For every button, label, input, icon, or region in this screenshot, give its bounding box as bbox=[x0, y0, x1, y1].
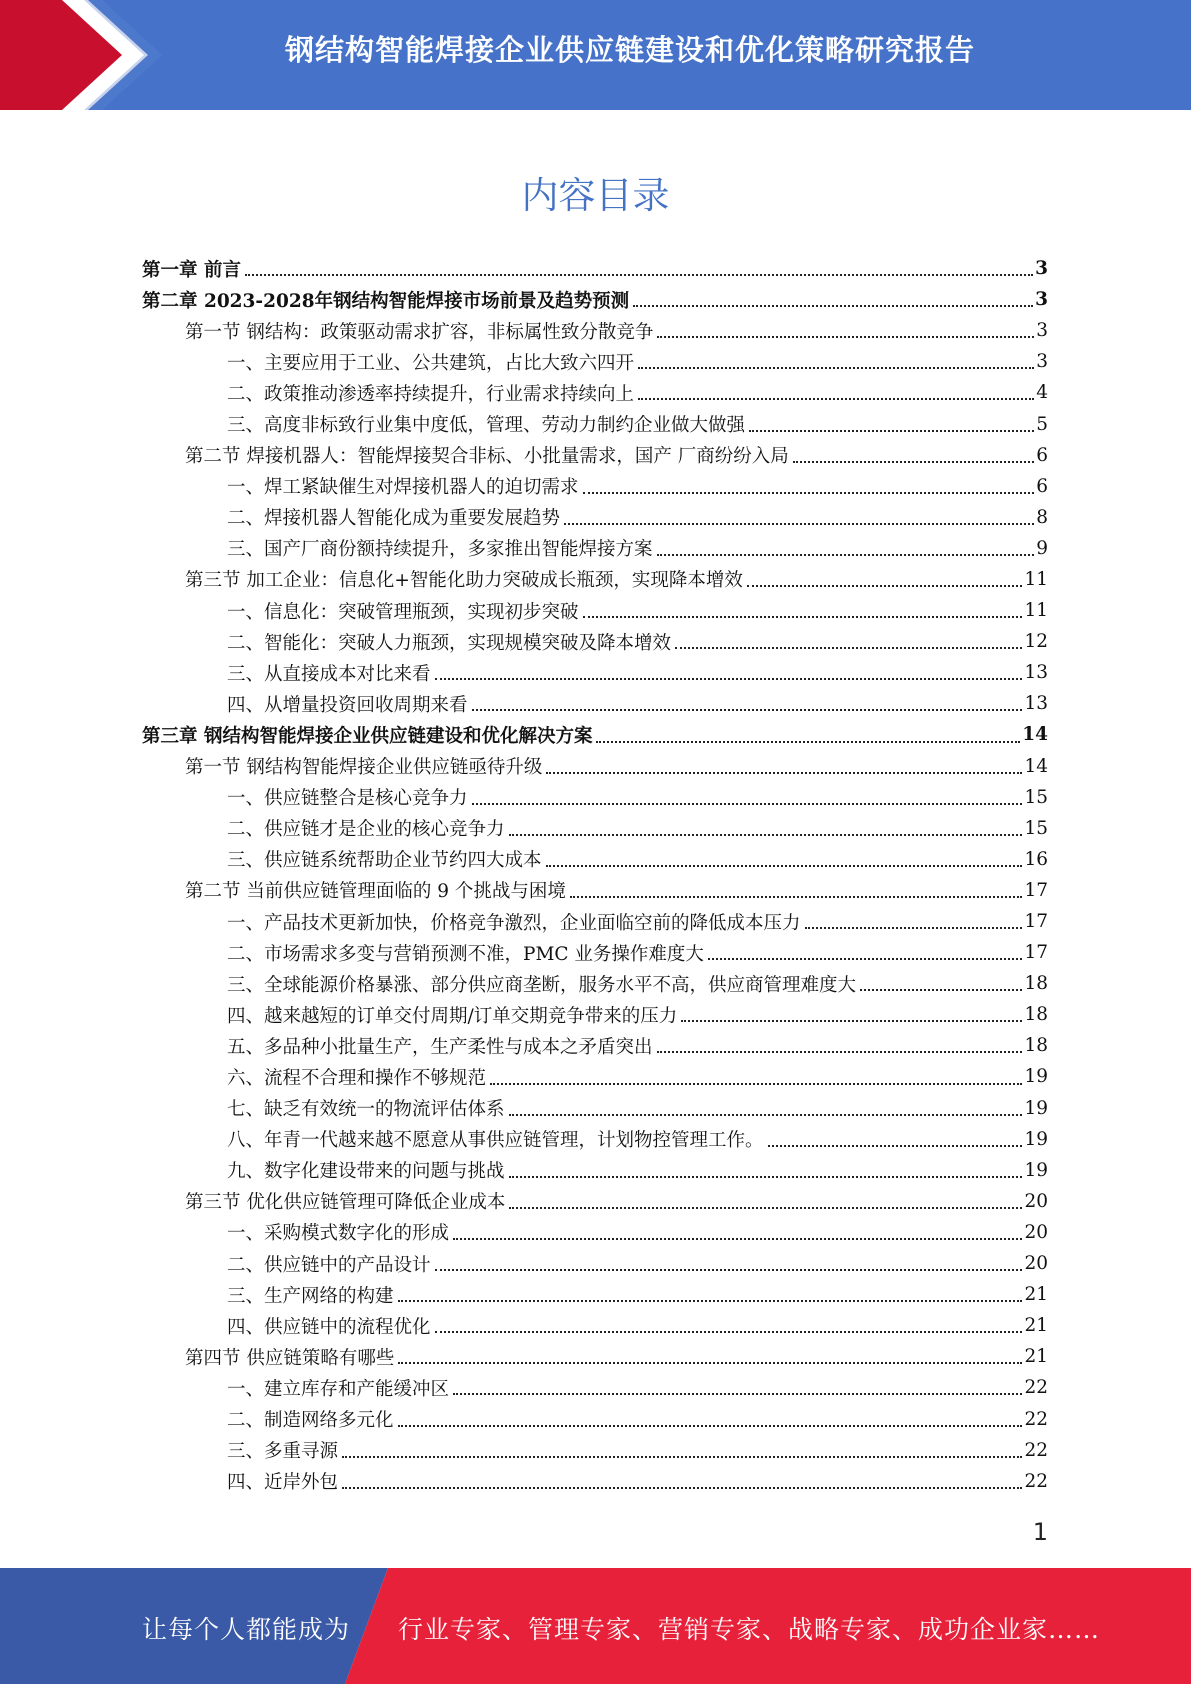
toc-entry-page: 15 bbox=[1024, 817, 1048, 839]
toc-entry[interactable] bbox=[142, 906, 1048, 937]
toc-dot-leader bbox=[657, 532, 1035, 556]
toc-entry-page: 11 bbox=[1024, 568, 1048, 590]
toc-entry-label: 二、供应链才是企业的核心竞争力 bbox=[227, 819, 505, 841]
toc-entry[interactable] bbox=[142, 875, 1048, 906]
toc-entry-label: 第一节 钢结构：政策驱动需求扩容，非标属性致分散竞争 bbox=[185, 321, 654, 343]
toc-entry[interactable] bbox=[142, 408, 1048, 439]
toc-entry[interactable] bbox=[142, 1310, 1048, 1341]
toc-dot-leader bbox=[453, 1216, 1022, 1240]
toc-entry[interactable] bbox=[142, 471, 1048, 502]
toc-entry[interactable] bbox=[142, 440, 1048, 471]
toc-entry[interactable] bbox=[142, 564, 1048, 595]
report-title: 钢结构智能焊接企业供应链建设和优化策略研究报告 bbox=[284, 33, 975, 67]
toc-entry-page: 22 bbox=[1024, 1439, 1048, 1461]
toc-entry-label: 四、从增量投资回收周期来看 bbox=[227, 694, 468, 716]
toc-entry-page: 21 bbox=[1024, 1315, 1048, 1337]
toc-dot-leader bbox=[747, 563, 1023, 587]
toc-entry[interactable] bbox=[142, 1466, 1048, 1497]
toc-entry[interactable] bbox=[142, 502, 1048, 533]
toc-entry-page: 13 bbox=[1024, 693, 1048, 715]
toc-entry-page: 20 bbox=[1024, 1190, 1048, 1212]
toc-entry-label: 八、年青一代越来越不愿意从事供应链管理，计划物控管理工作。 bbox=[227, 1130, 764, 1152]
toc-entry-label: 第四节 供应链策略有哪些 bbox=[185, 1347, 395, 1369]
toc-entry-label: 七、缺乏有效统一的物流评估体系 bbox=[227, 1099, 505, 1121]
toc-entry-label: 三、生产网络的构建 bbox=[227, 1285, 394, 1307]
toc-dot-leader bbox=[453, 1371, 1022, 1395]
toc-dot-leader bbox=[657, 1029, 1023, 1053]
toc-dot-leader bbox=[583, 470, 1035, 494]
toc-entry-label: 三、从直接成本对比来看 bbox=[227, 663, 431, 685]
toc-entry[interactable] bbox=[142, 377, 1048, 408]
toc-entry-page: 19 bbox=[1024, 1128, 1048, 1150]
toc-entry[interactable] bbox=[142, 1248, 1048, 1279]
toc-dot-leader bbox=[342, 1434, 1022, 1458]
toc-entry-label: 第一章 前言 bbox=[142, 259, 241, 281]
toc-entry-label: 一、信息化：突破管理瓶颈，实现初步突破 bbox=[227, 601, 579, 623]
toc-dot-leader bbox=[633, 283, 1033, 307]
toc-dot-leader bbox=[398, 1340, 1022, 1364]
toc-entry-label: 第一节 钢结构智能焊接企业供应链亟待升级 bbox=[185, 757, 543, 779]
toc-dot-leader bbox=[708, 936, 1023, 960]
toc-entry[interactable] bbox=[142, 346, 1048, 377]
toc-entry-page: 9 bbox=[1036, 537, 1048, 559]
toc-entry-page: 19 bbox=[1024, 1097, 1048, 1119]
toc-entry-label: 四、近岸外包 bbox=[227, 1472, 339, 1494]
toc-dot-leader bbox=[398, 1278, 1023, 1302]
toc-entry[interactable] bbox=[142, 937, 1048, 968]
toc-entry-page: 18 bbox=[1024, 1004, 1048, 1026]
toc-entry-page: 12 bbox=[1024, 631, 1048, 653]
toc-entry-label: 一、产品技术更新加快，价格竞争激烈，企业面临空前的降低成本压力 bbox=[227, 912, 801, 934]
toc-dot-leader bbox=[793, 439, 1034, 463]
toc-entry-page: 15 bbox=[1024, 786, 1048, 808]
toc-entry-label: 一、建立库存和产能缓冲区 bbox=[227, 1378, 450, 1400]
toc-dot-leader bbox=[638, 376, 1034, 400]
toc-dot-leader bbox=[657, 314, 1034, 338]
toc-dot-leader bbox=[638, 345, 1034, 369]
toc-entry-label: 九、数字化建设带来的问题与挑战 bbox=[227, 1161, 505, 1183]
toc-entry-page: 17 bbox=[1024, 942, 1048, 964]
toc-entry-label: 三、多重寻源 bbox=[227, 1441, 339, 1463]
toc-entry-page: 3 bbox=[1036, 320, 1048, 342]
toc-entry[interactable] bbox=[142, 1372, 1048, 1403]
toc-entry[interactable] bbox=[142, 1186, 1048, 1217]
toc-entry-label: 三、全球能源价格暴涨、部分供应商垄断，服务水平不高，供应商管理难度大 bbox=[227, 974, 857, 996]
toc-entry-page: 19 bbox=[1024, 1159, 1048, 1181]
toc-dot-leader bbox=[398, 1403, 1023, 1427]
toc-dot-leader bbox=[596, 719, 1020, 743]
toc-entry[interactable] bbox=[142, 844, 1048, 875]
toc-entry-page: 22 bbox=[1024, 1377, 1048, 1399]
toc-entry[interactable] bbox=[142, 1093, 1048, 1124]
toc-dot-leader bbox=[472, 687, 1023, 711]
toc-dot-leader bbox=[860, 967, 1022, 991]
toc-entry-page: 13 bbox=[1024, 662, 1048, 684]
toc-entry-label: 第二节 当前供应链管理面临的 9 个挑战与困境 bbox=[185, 881, 566, 903]
toc-entry[interactable] bbox=[142, 1030, 1048, 1061]
table-of-contents bbox=[142, 253, 1048, 1497]
toc-entry-label: 第三节 优化供应链管理可降低企业成本 bbox=[185, 1192, 506, 1214]
footer-slogan-left: 让每个人都能成为 bbox=[142, 1615, 351, 1644]
toc-entry[interactable] bbox=[142, 1403, 1048, 1434]
toc-entry[interactable] bbox=[142, 688, 1048, 719]
toc-dot-leader bbox=[509, 1092, 1023, 1116]
toc-entry-page: 17 bbox=[1024, 879, 1048, 901]
toc-entry-page: 11 bbox=[1024, 600, 1048, 622]
toc-entry-page: 18 bbox=[1024, 1035, 1048, 1057]
toc-dot-leader bbox=[570, 874, 1023, 898]
toc-entry-page: 21 bbox=[1024, 1346, 1048, 1368]
toc-entry[interactable] bbox=[142, 1435, 1048, 1466]
toc-entry-label: 一、采购模式数字化的形成 bbox=[227, 1223, 450, 1245]
toc-dot-leader bbox=[435, 656, 1023, 680]
toc-dot-leader bbox=[509, 812, 1023, 836]
toc-dot-leader bbox=[472, 781, 1023, 805]
toc-entry-page: 20 bbox=[1024, 1253, 1048, 1275]
toc-entry[interactable] bbox=[142, 813, 1048, 844]
toc-dot-leader bbox=[509, 1185, 1022, 1209]
toc-entry[interactable] bbox=[142, 315, 1048, 346]
toc-entry-label: 三、高度非标致行业集中度低，管理、劳动力制约企业做大做强 bbox=[227, 415, 746, 437]
toc-dot-leader bbox=[675, 625, 1022, 649]
toc-entry[interactable] bbox=[142, 533, 1048, 564]
toc-entry[interactable] bbox=[142, 782, 1048, 813]
toc-entry-label: 三、供应链系统帮助企业节约四大成本 bbox=[227, 850, 542, 872]
toc-entry-label: 一、供应链整合是核心竞争力 bbox=[227, 788, 468, 810]
toc-dot-leader bbox=[564, 501, 1034, 525]
toc-entry-label: 一、主要应用于工业、公共建筑，占比大致六四开 bbox=[227, 352, 635, 374]
toc-entry-label: 二、焊接机器人智能化成为重要发展趋势 bbox=[227, 508, 561, 530]
toc-entry-page: 22 bbox=[1024, 1470, 1048, 1492]
toc-dot-leader bbox=[342, 1465, 1022, 1489]
toc-entry[interactable] bbox=[142, 1217, 1048, 1248]
toc-entry-label: 第二章 2023-2028年钢结构智能焊接市场前景及趋势预测 bbox=[142, 290, 630, 312]
toc-dot-leader bbox=[749, 408, 1034, 432]
toc-entry[interactable] bbox=[142, 1061, 1048, 1092]
toc-entry-page: 3 bbox=[1036, 351, 1048, 373]
toc-entry-label: 一、焊工紧缺催生对焊接机器人的迫切需求 bbox=[227, 477, 579, 499]
toc-entry-label: 第二节 焊接机器人：智能焊接契合非标、小批量需求，国产 厂商纷纷入局 bbox=[185, 446, 789, 468]
page-number: 1 bbox=[1032, 1518, 1048, 1546]
toc-entry-page: 22 bbox=[1024, 1408, 1048, 1430]
toc-dot-leader bbox=[768, 1123, 1023, 1147]
toc-entry-label: 第三节 加工企业：信息化+智能化助力突破成长瓶颈，实现降本增效 bbox=[185, 570, 743, 592]
toc-entry[interactable] bbox=[142, 253, 1048, 284]
toc-entry[interactable] bbox=[142, 626, 1048, 657]
toc-entry-label: 第三章 钢结构智能焊接企业供应链建设和优化解决方案 bbox=[142, 725, 593, 747]
toc-entry[interactable] bbox=[142, 284, 1048, 315]
header-banner bbox=[0, 0, 1191, 110]
toc-dot-leader bbox=[435, 1247, 1023, 1271]
toc-entry[interactable] bbox=[142, 719, 1048, 750]
toc-dot-leader bbox=[546, 843, 1023, 867]
toc-entry-page: 20 bbox=[1024, 1221, 1048, 1243]
toc-dot-leader bbox=[681, 998, 1022, 1022]
toc-entry-label: 二、政策推动渗透率持续提升，行业需求持续向上 bbox=[227, 383, 635, 405]
toc-entry-page: 14 bbox=[1022, 724, 1048, 746]
toc-entry[interactable] bbox=[142, 595, 1048, 626]
toc-entry-page: 3 bbox=[1035, 289, 1048, 311]
toc-entry[interactable] bbox=[142, 1155, 1048, 1186]
toc-heading: 内容目录 bbox=[521, 174, 670, 217]
toc-entry-page: 3 bbox=[1035, 258, 1048, 280]
toc-entry-page: 5 bbox=[1036, 413, 1048, 435]
toc-dot-leader bbox=[583, 594, 1023, 618]
toc-dot-leader bbox=[805, 905, 1023, 929]
toc-entry-label: 二、制造网络多元化 bbox=[227, 1410, 394, 1432]
toc-entry-label: 五、多品种小批量生产，生产柔性与成本之矛盾突出 bbox=[227, 1036, 653, 1058]
toc-entry-label: 二、市场需求多变与营销预测不准，PMC 业务操作难度大 bbox=[227, 943, 704, 965]
footer-slogan-right: 行业专家、管理专家、营销专家、战略专家、成功企业家…… bbox=[398, 1615, 1101, 1644]
toc-entry-label: 三、国产厂商份额持续提升，多家推出智能焊接方案 bbox=[227, 539, 653, 561]
toc-entry[interactable] bbox=[142, 657, 1048, 688]
toc-entry-page: 6 bbox=[1036, 475, 1048, 497]
toc-dot-leader bbox=[245, 252, 1033, 276]
toc-entry[interactable] bbox=[142, 1279, 1048, 1310]
toc-entry-label: 六、流程不合理和操作不够规范 bbox=[227, 1067, 487, 1089]
footer-banner bbox=[0, 1568, 1191, 1684]
toc-entry-label: 四、供应链中的流程优化 bbox=[227, 1316, 431, 1338]
toc-entry-label: 二、供应链中的产品设计 bbox=[227, 1254, 431, 1276]
toc-dot-leader bbox=[546, 750, 1022, 774]
toc-entry-page: 4 bbox=[1036, 382, 1048, 404]
toc-entry-label: 四、越来越短的订单交付周期/订单交期竞争带来的压力 bbox=[227, 1005, 678, 1027]
toc-entry-label: 二、智能化：突破人力瓶颈，实现规模突破及降本增效 bbox=[227, 632, 672, 654]
toc-entry-page: 16 bbox=[1024, 848, 1048, 870]
toc-entry-page: 18 bbox=[1024, 973, 1048, 995]
toc-entry[interactable] bbox=[142, 968, 1048, 999]
toc-entry-page: 6 bbox=[1036, 444, 1048, 466]
toc-entry-page: 17 bbox=[1024, 911, 1048, 933]
toc-entry[interactable] bbox=[142, 1124, 1048, 1155]
toc-dot-leader bbox=[509, 1154, 1023, 1178]
toc-entry-page: 21 bbox=[1024, 1284, 1048, 1306]
toc-entry[interactable] bbox=[142, 1341, 1048, 1372]
toc-dot-leader bbox=[435, 1309, 1023, 1333]
toc-entry[interactable] bbox=[142, 999, 1048, 1030]
toc-entry-page: 19 bbox=[1024, 1066, 1048, 1088]
toc-dot-leader bbox=[490, 1061, 1022, 1085]
toc-entry[interactable] bbox=[142, 751, 1048, 782]
toc-entry-page: 14 bbox=[1024, 755, 1048, 777]
toc-entry-page: 8 bbox=[1036, 506, 1048, 528]
